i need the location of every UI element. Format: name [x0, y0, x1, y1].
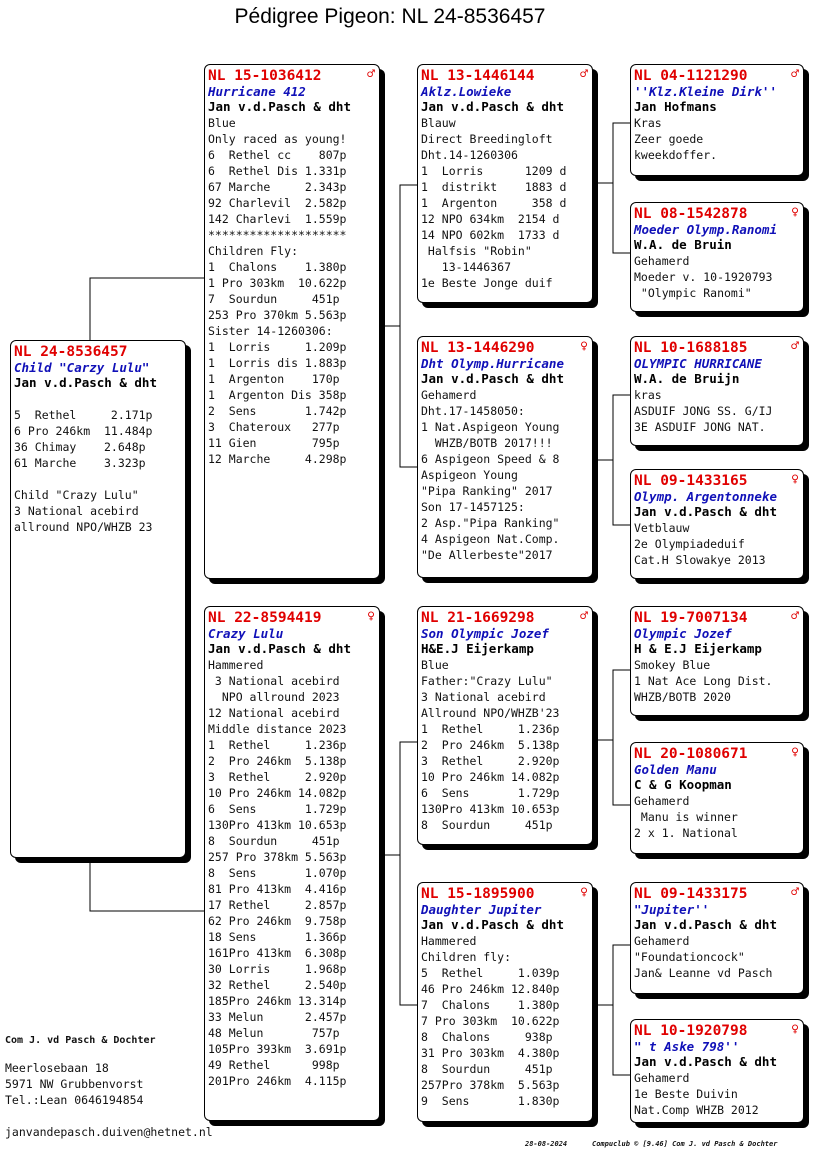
pigeon-card-paternal-grandmother[interactable]: [417, 336, 593, 578]
card-detail-line: 6 Pro 246km 11.484p: [14, 424, 153, 438]
card-detail-line: 67 Marche 2.343p: [208, 180, 347, 194]
card-detail-line: kweekdoffer.: [634, 148, 718, 162]
card-detail-line: 1e Beste Jonge duif: [421, 276, 553, 290]
card-detail-line: 17 Rethel 2.857p: [208, 898, 347, 912]
pigeon-card-ggm-2[interactable]: [630, 469, 804, 579]
owner-name: Jan v.d.Pasch & dht: [208, 641, 351, 656]
card-detail-line: 5 Rethel 2.171p: [14, 408, 153, 422]
card-detail-line: 3E ASDUIF JONG NAT.: [634, 420, 766, 434]
card-detail-line: 33 Melun 2.457p: [208, 1010, 347, 1024]
card-detail-line: "Pipa Ranking" 2017: [421, 484, 553, 498]
card-detail-line: 11 Gien 795p: [208, 436, 340, 450]
card-detail-line: 8 Sourdun 451p: [208, 834, 340, 848]
card-detail-line: 2 x 1. National: [634, 826, 738, 840]
male-icon: ♂: [791, 67, 799, 82]
ring-number: NL 22-8594419: [208, 610, 322, 626]
card-detail-line: "Olympic Ranomi": [634, 286, 752, 300]
card-detail-line: 2 Asp."Pipa Ranking": [421, 516, 560, 530]
card-detail-line: 257 Pro 378km 5.563p: [208, 850, 347, 864]
card-detail-line: ASDUIF JONG SS. G/IJ: [634, 404, 773, 418]
card-detail-line: 6 Rethel Dis 1.331p: [208, 164, 347, 178]
card-detail-line: 8 Sens 1.070p: [208, 866, 347, 880]
pigeon-name: " t Aske 798'': [634, 1039, 740, 1054]
pigeon-name: Hurricane 412: [208, 84, 306, 99]
page-title: Pédigree Pigeon: NL 24-8536457: [234, 5, 546, 28]
female-icon: ♀: [791, 472, 799, 487]
card-detail-line: 81 Pro 413km 4.416p: [208, 882, 347, 896]
card-detail-line: Children Fly:: [208, 244, 299, 258]
pigeon-card-paternal-grandfather[interactable]: [417, 64, 593, 303]
pigeon-name: Aklz.Lowieke: [421, 84, 512, 99]
card-detail-line: 8 Sourdun 451p: [421, 1062, 553, 1076]
card-detail-line: 1 distrikt 1883 d: [421, 180, 567, 194]
female-icon: ♀: [791, 1022, 799, 1037]
card-detail-line: 36 Chimay 2.648p: [14, 440, 146, 454]
card-detail-line: 7 Sourdun 451p: [208, 292, 340, 306]
owner-name: Jan v.d.Pasch & dht: [634, 917, 777, 932]
card-detail-line: 6 Aspigeon Speed & 8: [421, 452, 560, 466]
card-detail-line: 105Pro 393km 3.691p: [208, 1042, 347, 1056]
owner-name: W.A. de Bruin: [634, 237, 732, 252]
card-detail-line: 7 Pro 303km 10.622p: [421, 1014, 560, 1028]
ring-number: NL 13-1446144: [421, 68, 535, 84]
card-detail-line: 9 Sens 1.830p: [421, 1094, 560, 1108]
footer-software: Compuclub © [9.46] Com J. vd Pasch & Dochter: [592, 1140, 778, 1148]
card-detail-line: Cat.H Slowakye 2013: [634, 553, 766, 567]
ring-number: NL 20-1080671: [634, 746, 748, 762]
card-detail-line: 6 Sens 1.729p: [208, 802, 347, 816]
owner-name: W.A. de Bruijn: [634, 371, 740, 386]
card-detail-line: 7 Chalons 1.380p: [421, 998, 560, 1012]
pigeon-name: Olymp. Argentonneke: [634, 489, 777, 504]
card-detail-line: Hammered: [421, 934, 477, 948]
pigeon-card-ggf-3[interactable]: [630, 606, 804, 716]
ring-number: NL 24-8536457: [14, 344, 128, 360]
card-detail-line: 6 Rethel cc 807p: [208, 148, 347, 162]
ring-number: NL 09-1433165: [634, 473, 748, 489]
card-detail-line: 253 Pro 370km 5.563p: [208, 308, 347, 322]
ring-number: NL 09-1433175: [634, 886, 748, 902]
owner-name: H&E.J Eijerkamp: [421, 641, 534, 656]
card-detail-line: Direct Breedingloft: [421, 132, 553, 146]
card-detail-line: 3 National acebird: [14, 504, 139, 518]
card-detail-line: "De Allerbeste"2017: [421, 548, 553, 562]
card-detail-line: Kras: [634, 116, 662, 130]
owner-name: Jan v.d.Pasch & dht: [634, 504, 777, 519]
card-detail-line: 257Pro 378km 5.563p: [421, 1078, 560, 1092]
female-icon: ♀: [580, 339, 588, 354]
male-icon: ♂: [580, 67, 588, 82]
footer-print-date: 28-08-2024: [525, 1140, 568, 1148]
card-detail-line: 49 Rethel 998p: [208, 1058, 340, 1072]
card-detail-line: Jan& Leanne vd Pasch: [634, 966, 773, 980]
pigeon-name: Crazy Lulu: [208, 626, 284, 641]
ring-number: NL 10-1688185: [634, 340, 748, 356]
female-icon: ♀: [791, 745, 799, 760]
card-detail-line: 4 Aspigeon Nat.Comp.: [421, 532, 560, 546]
male-icon: ♂: [367, 67, 375, 82]
owner-name: C & G Koopman: [634, 777, 732, 792]
card-detail-line: [14, 391, 185, 407]
card-detail-line: Gehamerd: [634, 1071, 690, 1085]
male-icon: ♂: [791, 885, 799, 900]
card-detail-line: 3 National acebird: [421, 690, 546, 704]
card-detail-line: 2 Sens 1.742p: [208, 404, 347, 418]
card-detail-line: 5 Rethel 1.039p: [421, 966, 560, 980]
card-detail-line: Vetblauw: [634, 521, 690, 535]
ring-number: NL 15-1036412: [208, 68, 322, 84]
female-icon: ♀: [580, 885, 588, 900]
card-detail-line: 1 Rethel 1.236p: [421, 722, 560, 736]
card-detail-line: Blue: [208, 116, 236, 130]
card-detail-line: "Foundationcock": [634, 950, 745, 964]
ring-number: NL 10-1920798: [634, 1023, 748, 1039]
card-detail-line: Hammered: [208, 658, 264, 672]
card-detail-line: Zeer goede: [634, 132, 704, 146]
male-icon: ♂: [791, 609, 799, 624]
owner-name: Jan v.d.Pasch & dht: [634, 1054, 777, 1069]
owner-name: Jan Hofmans: [634, 99, 717, 114]
card-detail-line: Dht.14-1260306: [421, 148, 518, 162]
ring-number: NL 08-1542878: [634, 206, 748, 222]
card-detail-line: 201Pro 246km 4.115p: [208, 1074, 347, 1088]
card-detail-line: Child "Crazy Lulu": [14, 488, 139, 502]
ring-number: NL 13-1446290: [421, 340, 535, 356]
card-detail-line: Aspigeon Young: [421, 468, 518, 482]
card-detail-line: 1 Argenton 358 d: [421, 196, 567, 210]
card-detail-line: 1 Nat Ace Long Dist.: [634, 674, 773, 688]
card-detail-line: 1 Lorris 1209 d: [421, 164, 567, 178]
pigeon-name: Dht Olymp.Hurricane: [421, 356, 564, 371]
card-detail-line: 30 Lorris 1.968p: [208, 962, 347, 976]
card-detail-line: 46 Pro 246km 12.840p: [421, 982, 560, 996]
card-detail-line: [14, 471, 185, 487]
pigeon-card-father[interactable]: [204, 64, 380, 579]
owner-name: Jan v.d.Pasch & dht: [421, 99, 564, 114]
pigeon-card-maternal-grandmother[interactable]: [417, 882, 593, 1122]
card-detail-line: 1 Pro 303km 10.622p: [208, 276, 347, 290]
footer-phone: Tel.:Lean 0646194854: [5, 1093, 144, 1107]
card-detail-line: 8 Sourdun 451p: [421, 818, 553, 832]
card-detail-line: 1 Nat.Aspigeon Young: [421, 420, 560, 434]
card-detail-line: 2 Pro 246km 5.138p: [421, 738, 560, 752]
card-detail-line: 185Pro 246km 13.314p: [208, 994, 347, 1008]
card-detail-line: 142 Charlevi 1.559p: [208, 212, 347, 226]
male-icon: ♂: [580, 609, 588, 624]
owner-name: Jan v.d.Pasch & dht: [208, 99, 351, 114]
card-detail-line: ********************: [208, 228, 347, 242]
footer-address-line1: Meerlosebaan 18: [5, 1061, 109, 1075]
ring-number: NL 04-1121290: [634, 68, 748, 84]
card-detail-line: Dht.17-1458050:: [421, 404, 525, 418]
card-detail-line: NPO allround 2023: [208, 690, 340, 704]
card-detail-line: 62 Pro 246km 9.758p: [208, 914, 347, 928]
footer-address: [5, 1060, 143, 1108]
card-detail-line: 12 National acebird: [208, 706, 340, 720]
ring-number: NL 15-1895900: [421, 886, 535, 902]
card-detail-line: 10 Pro 246km 14.082p: [421, 770, 560, 784]
card-detail-line: Blue: [421, 658, 449, 672]
card-detail-line: 14 NPO 602km 1733 d: [421, 228, 560, 242]
card-detail-line: 3 Rethel 2.920p: [208, 770, 347, 784]
female-icon: ♀: [367, 609, 375, 624]
card-detail-line: 3 Rethel 2.920p: [421, 754, 560, 768]
card-detail-line: Gehamerd: [634, 794, 690, 808]
female-icon: ♀: [791, 205, 799, 220]
card-detail-line: Gehamerd: [634, 254, 690, 268]
pigeon-card-ggm-4[interactable]: [630, 1019, 804, 1123]
pigeon-name: Daughter Jupiter: [421, 902, 542, 917]
pigeon-card-ggf-4[interactable]: [630, 882, 804, 994]
card-detail-line: WHZB/BOTB 2020: [634, 690, 731, 704]
card-detail-line: 2 Pro 246km 5.138p: [208, 754, 347, 768]
owner-name: Jan v.d.Pasch & dht: [14, 375, 157, 390]
card-detail-line: Halfsis "Robin": [421, 244, 532, 258]
card-detail-line: 8 Chalons 938p: [421, 1030, 553, 1044]
owner-name: Jan v.d.Pasch & dht: [421, 371, 564, 386]
pigeon-card-subject[interactable]: [10, 340, 186, 858]
card-detail-line: 13-1446367: [421, 260, 512, 274]
card-detail-line: Children fly:: [421, 950, 512, 964]
pigeon-card-mother[interactable]: [204, 606, 380, 1121]
card-detail-line: 12 Marche 4.298p: [208, 452, 347, 466]
pigeon-name: ''Klz.Kleine Dirk'': [634, 84, 777, 99]
card-detail-line: 1 Argenton Dis 358p: [208, 388, 347, 402]
card-detail-line: 1e Beste Duivin: [634, 1087, 738, 1101]
card-detail-line: 48 Melun 757p: [208, 1026, 340, 1040]
pigeon-card-ggf-2[interactable]: [630, 336, 804, 446]
card-detail-line: 1 Chalons 1.380p: [208, 260, 347, 274]
pigeon-card-maternal-grandfather[interactable]: [417, 606, 593, 845]
card-detail-line: 1 Lorris dis 1.883p: [208, 356, 347, 370]
card-detail-line: 1 Lorris 1.209p: [208, 340, 347, 354]
ring-number: NL 21-1669298: [421, 610, 535, 626]
card-detail-line: 12 NPO 634km 2154 d: [421, 212, 560, 226]
card-detail-line: Allround NPO/WHZB'23: [421, 706, 560, 720]
card-detail-line: Gehamerd: [634, 934, 690, 948]
card-detail-line: 6 Sens 1.729p: [421, 786, 560, 800]
male-icon: ♂: [791, 339, 799, 354]
pigeon-name: Olympic Jozef: [634, 626, 732, 641]
card-detail-line: 1 Argenton 170p: [208, 372, 340, 386]
ring-number: NL 19-7007134: [634, 610, 748, 626]
card-detail-line: 31 Pro 303km 4.380p: [421, 1046, 560, 1060]
footer-company: Com J. vd Pasch & Dochter: [5, 1035, 156, 1046]
card-detail-line: Father:"Crazy Lulu": [421, 674, 553, 688]
card-detail-line: 161Pro 413km 6.308p: [208, 946, 347, 960]
card-detail-line: Middle distance 2023: [208, 722, 347, 736]
card-detail-line: Manu is winner: [634, 810, 738, 824]
card-detail-line: Moeder v. 10-1920793: [634, 270, 773, 284]
card-detail-line: 2e Olympiadeduif: [634, 537, 745, 551]
card-detail-line: Gehamerd: [421, 388, 477, 402]
card-detail-line: 3 National acebird: [208, 674, 340, 688]
card-detail-line: 92 Charlevil 2.582p: [208, 196, 347, 210]
card-detail-line: Blauw: [421, 116, 456, 130]
pigeon-name: Moeder Olymp.Ranomi: [634, 222, 777, 237]
owner-name: Jan v.d.Pasch & dht: [421, 917, 564, 932]
card-detail-line: WHZB/BOTB 2017!!!: [421, 436, 553, 450]
pigeon-name: OLYMPIC HURRICANE: [634, 356, 762, 371]
pigeon-card-ggm-3[interactable]: [630, 742, 804, 854]
footer-email[interactable]: janvandepasch.duiven@hetnet.nl: [5, 1125, 213, 1139]
pigeon-name: Child "Carzy Lulu": [14, 360, 150, 375]
card-detail-line: 18 Sens 1.366p: [208, 930, 347, 944]
card-detail-line: 32 Rethel 2.540p: [208, 978, 347, 992]
footer-address-line2: 5971 NW Grubbenvorst: [5, 1077, 144, 1091]
card-detail-line: Sister 14-1260306:: [208, 324, 333, 338]
card-detail-line: 130Pro 413km 10.653p: [208, 818, 347, 832]
card-detail-line: Smokey Blue: [634, 658, 711, 672]
card-detail-line: 130Pro 413km 10.653p: [421, 802, 560, 816]
card-detail-line: Nat.Comp WHZB 2012: [634, 1103, 759, 1117]
pigeon-name: Golden Manu: [634, 762, 717, 777]
pigeon-name: "Jupiter'': [634, 902, 710, 917]
card-detail-line: allround NPO/WHZB 23: [14, 520, 153, 534]
pigeon-card-ggf-1[interactable]: [630, 64, 804, 176]
card-detail-line: 1 Rethel 1.236p: [208, 738, 347, 752]
card-detail-line: 3 Chateroux 277p: [208, 420, 340, 434]
card-detail-line: 61 Marche 3.323p: [14, 456, 146, 470]
card-detail-line: Only raced as young!: [208, 132, 347, 146]
pigeon-card-ggm-1[interactable]: [630, 202, 804, 312]
pigeon-name: Son Olympic Jozef: [421, 626, 549, 641]
owner-name: H & E.J Eijerkamp: [634, 641, 762, 656]
card-detail-line: Son 17-1457125:: [421, 500, 525, 514]
card-detail-line: 10 Pro 246km 14.082p: [208, 786, 347, 800]
card-detail-line: kras: [634, 388, 662, 402]
